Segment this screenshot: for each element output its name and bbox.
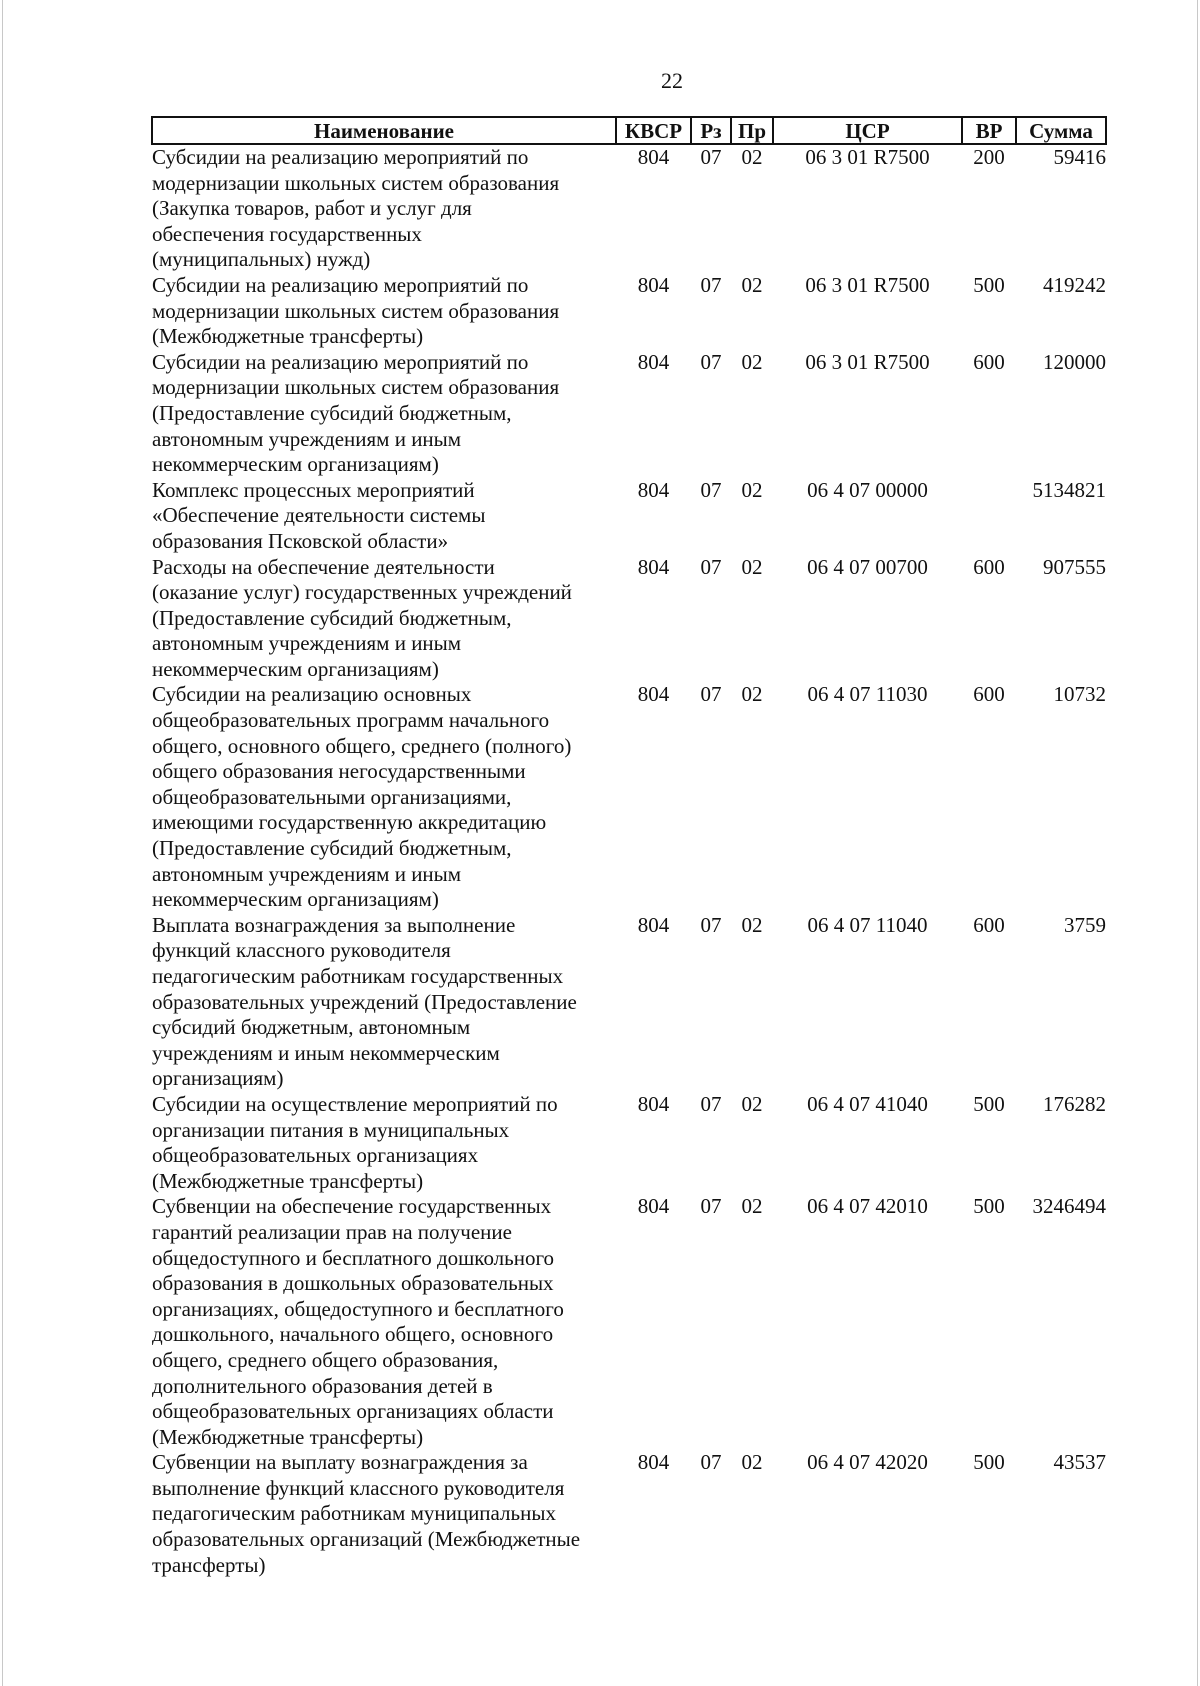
row-name-line: образования в дошкольных образовательных [152,1271,554,1296]
row-name-line: Субвенции на обеспечение государственных [152,1194,552,1219]
row-name-line: Субвенции на выплату вознаграждения за [152,1450,528,1475]
row-vr: 500 [973,272,1005,297]
row-vr [962,478,1016,555]
row-pr: 02 [741,272,763,297]
row-csr: 06 3 01 R7500 [805,145,930,169]
row-name-line: организациях, общедоступного и бесплатного [152,1296,564,1321]
row-rz: 07 [700,477,722,502]
row-name-line: общеобразовательными организациями, [152,784,512,809]
row-pr: 02 [741,145,763,169]
table-row [152,913,1106,1092]
row-kvsr: 804 [637,349,670,374]
row-rz: 07 [700,1450,722,1475]
row-name-line: автономным учреждениям и иным [152,631,462,656]
row-name-line: Субсидии на реализацию основных [152,682,472,707]
row-rz: 07 [700,1194,722,1219]
row-name-line: организации питания в муниципальных [152,1117,510,1142]
row-name-line: (Межбюджетные трансферты) [152,324,424,349]
row-name-line: субсидий бюджетным, автономным [152,1015,471,1040]
table-body [152,144,1106,1578]
row-vr: 500 [973,1450,1005,1475]
row-name-line: модернизации школьных систем образования [152,375,560,400]
row-pr: 02 [741,1091,763,1116]
row-name-line: Комплекс процессных мероприятий [152,477,475,502]
row-sum: 419242 [1043,272,1106,297]
row-name-line: автономным учреждениям и иным [152,861,462,886]
row-name-line: организациям) [152,1066,284,1091]
header-name: Наименование [152,117,616,144]
row-sum: 176282 [1043,1091,1106,1116]
row-kvsr: 804 [637,272,670,297]
row-kvsr: 804 [637,1450,670,1475]
row-name-line: общего, среднего общего образования, [152,1347,499,1372]
budget-table [151,116,1107,1578]
row-name-line: общедоступного и бесплатного дошкольного [152,1245,555,1270]
header-rz: Рз [691,117,731,144]
row-rz: 07 [700,145,722,169]
table-row [152,350,1106,478]
row-name-line: образовательных организаций (Межбюджетные [152,1527,581,1552]
row-vr: 600 [973,912,1005,937]
row-rz: 07 [700,349,722,374]
row-name-line: (муниципальных) нужд) [152,247,371,272]
row-rz: 07 [700,272,722,297]
table-row [152,273,1106,350]
row-name-line: некоммерческим организациям) [152,887,439,912]
row-rz: 07 [700,554,722,579]
row-name-line: функций классного руководителя [152,938,451,963]
row-name-line: гарантий реализации прав на получение [152,1219,512,1244]
row-vr: 500 [973,1194,1005,1219]
row-kvsr: 804 [637,477,670,502]
row-name-line: Субсидии на осуществление мероприятий по [152,1091,558,1116]
row-vr: 500 [973,1091,1005,1116]
row-name-line: (Межбюджетные трансферты) [152,1168,424,1193]
row-csr: 06 4 07 00700 [807,554,928,579]
row-name-line: общего образования негосударственными [152,759,526,784]
row-vr: 600 [973,349,1005,374]
row-name-line: дополнительного образования детей в [152,1373,493,1398]
row-name-line: некоммерческим организациям) [152,656,439,681]
row-kvsr: 804 [637,912,670,937]
row-name [152,1450,616,1578]
row-sum: 5134821 [1032,477,1106,502]
row-rz: 07 [700,682,722,707]
row-name-line: (Закупка товаров, работ и услуг для [152,196,472,221]
row-name [152,1194,616,1450]
row-name [152,478,616,555]
row-sum: 43537 [1053,1450,1106,1475]
row-name-line: имеющими государственную аккредитацию [152,810,547,835]
row-sum: 3246494 [1032,1194,1106,1219]
row-name [152,913,616,1092]
table-row [152,555,1106,683]
row-pr: 02 [741,682,763,707]
row-pr: 02 [741,1194,763,1219]
row-csr: 06 4 07 00000 [807,477,928,502]
row-name-line: (оказание услуг) государственных учреждений [152,580,572,605]
row-sum: 59416 [1053,145,1106,169]
row-name-line: общеобразовательных организациях области [152,1399,554,1424]
row-name-line: педагогическим работникам муниципальных [152,1501,556,1526]
row-rz: 07 [700,912,722,937]
row-name-line: некоммерческим организациям) [152,452,439,477]
table-row [152,1092,1106,1194]
row-name-line: дошкольного, начального общего, основного [152,1322,554,1347]
row-name [152,1092,616,1194]
table-row [152,1450,1106,1578]
row-name-line: общего, основного общего, среднего (полного) [152,733,572,758]
row-name-line: Выплата вознаграждения за выполнение [152,912,516,937]
header-kvsr: КВСР [616,117,691,144]
row-name-line: (Предоставление субсидий бюджетным, [152,605,512,630]
row-name-line: общеобразовательных программ начального [152,708,550,733]
row-kvsr: 804 [637,1194,670,1219]
row-csr: 06 3 01 R7500 [805,349,930,374]
row-name-line: трансферты) [152,1552,266,1577]
row-kvsr: 804 [637,145,670,169]
row-name-line: Субсидии на реализацию мероприятий по [152,272,529,297]
row-vr: 600 [973,554,1005,579]
row-name-line: общеобразовательных организациях [152,1143,479,1168]
row-sum: 907555 [1043,554,1106,579]
row-csr: 06 3 01 R7500 [805,272,930,297]
row-vr: 600 [973,682,1005,707]
row-pr: 02 [741,1450,763,1475]
row-sum: 120000 [1043,349,1106,374]
row-name [152,144,616,273]
row-name-line: Субсидии на реализацию мероприятий по [152,145,529,169]
row-pr: 02 [741,554,763,579]
row-name-line: учреждениям и иным некоммерческим [152,1040,500,1065]
row-kvsr: 804 [637,682,670,707]
row-csr: 06 4 07 42010 [807,1194,928,1219]
row-csr: 06 4 07 11040 [807,912,928,937]
row-name [152,350,616,478]
row-rz: 07 [700,1091,722,1116]
row-name-line: модернизации школьных систем образования [152,170,560,195]
scan-edge-left [2,0,3,1686]
header-vr: ВР [962,117,1016,144]
row-name-line: педагогическим работникам государственных [152,964,564,988]
table-row [152,682,1106,912]
table-row [152,144,1106,273]
row-pr: 02 [741,912,763,937]
header-csr: ЦСР [773,117,962,144]
row-sum: 10732 [1053,682,1106,707]
row-name-line: обеспечения государственных [152,221,422,246]
row-name-line: образования Псковской области» [152,528,449,553]
row-name-line: Субсидии на реализацию мероприятий по [152,349,529,374]
row-name-line: выполнение функций классного руководителя [152,1475,565,1500]
row-name [152,273,616,350]
row-name-line: образовательных учреждений (Предоставление [152,989,577,1014]
page-number: 22 [661,68,683,93]
row-csr: 06 4 07 41040 [807,1091,928,1116]
row-name-line: (Предоставление субсидий бюджетным, [152,836,512,861]
row-name-line: «Обеспечение деятельности системы [152,503,486,528]
row-name-line: (Межбюджетные трансферты) [152,1424,424,1449]
row-name-line: модернизации школьных систем образования [152,298,560,323]
row-pr: 02 [741,477,763,502]
header-pr: Пр [731,117,773,144]
row-name-line: (Предоставление субсидий бюджетным, [152,400,512,425]
row-csr: 06 4 07 11030 [807,682,928,707]
row-pr: 02 [741,349,763,374]
row-vr: 200 [973,145,1005,169]
row-csr: 06 4 07 42020 [807,1450,928,1475]
row-sum: 3759 [1064,912,1106,937]
table-header-row [152,117,1106,144]
header-sum: Сумма [1016,117,1106,144]
table-row [152,478,1106,555]
row-name [152,555,616,683]
row-name-line: автономным учреждениям и иным [152,426,462,451]
table-row [152,1194,1106,1450]
row-name [152,682,616,912]
row-name-line: Расходы на обеспечение деятельности [152,554,495,579]
row-kvsr: 804 [637,1091,670,1116]
scan-edge-right [1197,0,1198,1686]
row-kvsr: 804 [637,554,670,579]
